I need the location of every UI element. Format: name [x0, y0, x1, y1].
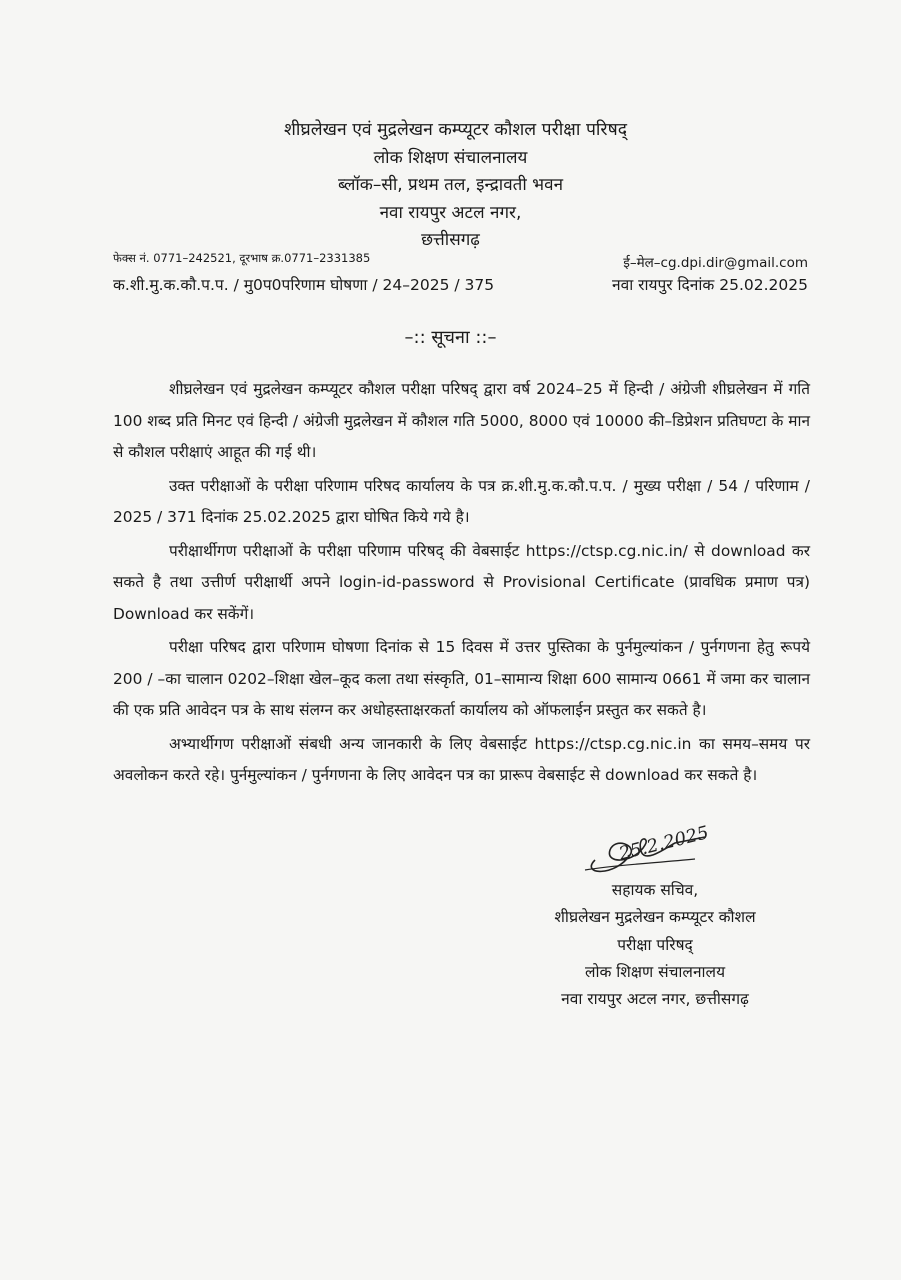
- letterhead: [0, 117, 901, 255]
- letterhead-address-block: ब्लॉक–सी, प्रथम तल, इन्द्रावती भवन: [337, 175, 564, 195]
- paragraph-3: परीक्षार्थीगण परीक्षाओं के परीक्षा परिणाम परिषद् की वेबसाईट https://ctsp.cg.nic.in/ से download कर सकते है तथा उत्तीर्ण परीक्षार्थी अपने login-id-password से Provisional Certificate (प्रावधिक प्रमाण पत्र) Download कर सकेंगें।: [113, 541, 810, 623]
- paragraph-1: शीघ्रलेखन एवं मुद्रलेखन कम्प्यूटर कौशल परीक्षा परिषद् द्वारा वर्ष 2024–25 में हिन्दी / अंग्रेजी शीघ्रलेखन में गति 100 शब्द प्रति मिनट एवं हिन्दी / अंग्रेजी मुद्रलेखन में कौशल गति 5000, 8000 एवं 10000 की–डिप्रेशन प्रतिघण्टा के मान से कौशल परीक्षाएं आहूत की गई थी।: [113, 380, 810, 461]
- signatory-designation: सहायक सचिव,: [611, 881, 699, 899]
- signatory-org-line-1: शीघ्रलेखन मुद्रलेखन कम्प्यूटर कौशल: [554, 908, 756, 927]
- reference-number: क.शी.मु.क.कौ.प.प. / मु0प0परिणाम घोषणा / 24–2025 / 375: [113, 276, 495, 294]
- letterhead-address-city: नवा रायपुर अटल नगर,: [379, 202, 522, 223]
- place-date: नवा रायपुर दिनांक 25.02.2025: [611, 276, 808, 294]
- signatory-org-line-4: नवा रायपुर अटल नगर, छत्तीसगढ़: [561, 990, 749, 1009]
- notice-title: –:: सूचना ::–: [404, 327, 497, 348]
- signatory-org-line-3: लोक शिक्षण संचालनालय: [584, 962, 726, 981]
- notice-body: [113, 374, 810, 794]
- signature-date: 25.2.2025: [616, 822, 711, 865]
- signatory-org-line-2: परीक्षा परिषद्: [617, 935, 693, 954]
- letterhead-org-name: शीघ्रलेखन एवं मुद्रलेखन कम्प्यूटर कौशल परीक्षा परिषद्: [283, 120, 627, 140]
- email-address: ई–मेल–cg.dpi.dir@gmail.com: [623, 255, 808, 271]
- signatory-details: [490, 877, 820, 1013]
- fax-phone: फेक्स नं. 0771–242521, दूरभाष क्र.0771–2331385: [113, 251, 371, 265]
- letterhead-address-state: छत्तीसगढ़: [421, 230, 480, 250]
- paragraph-5: अभ्यार्थीगण परीक्षाओं संबधी अन्य जानकारी के लिए वेबसाईट https://ctsp.cg.nic.in का समय–समय पर अवलोकन करते रहे। पुर्नमुल्यांकन / पुर्नगणना के लिए आवेदन पत्र का प्रारूप वेबसाईट से download कर सकते है।: [113, 734, 810, 784]
- letterhead-department: लोक शिक्षण संचालनालय: [373, 147, 528, 168]
- paragraph-4: परीक्षा परिषद द्वारा परिणाम घोषणा दिनांक से 15 दिवस में उत्तर पुस्तिका के पुर्नमुल्यांकन / पुर्नगणना हेतु रूपये 200 / –का चालान 0202–शिक्षा खेल–कूद कला तथा संस्कृति, 01–सामान्य शिक्षा 600 सामान्य 0661 में जमा कर चालान की एक प्रति आवेदन पत्र के साथ संलग्न कर अधोहस्ताक्षरकर्ता कार्यालय को ऑफलाईन प्रस्तुत कर सकते है।: [113, 638, 810, 719]
- paragraph-2: उक्त परीक्षाओं के परीक्षा परिणाम परिषद कार्यालय के पत्र क्र.शी.मु.क.कौ.प.प. / मुख्य परीक्षा / 54 / परिणाम / 2025 / 371 दिनांक 25.02.2025 द्वारा घोषित किये गये है।: [113, 476, 810, 526]
